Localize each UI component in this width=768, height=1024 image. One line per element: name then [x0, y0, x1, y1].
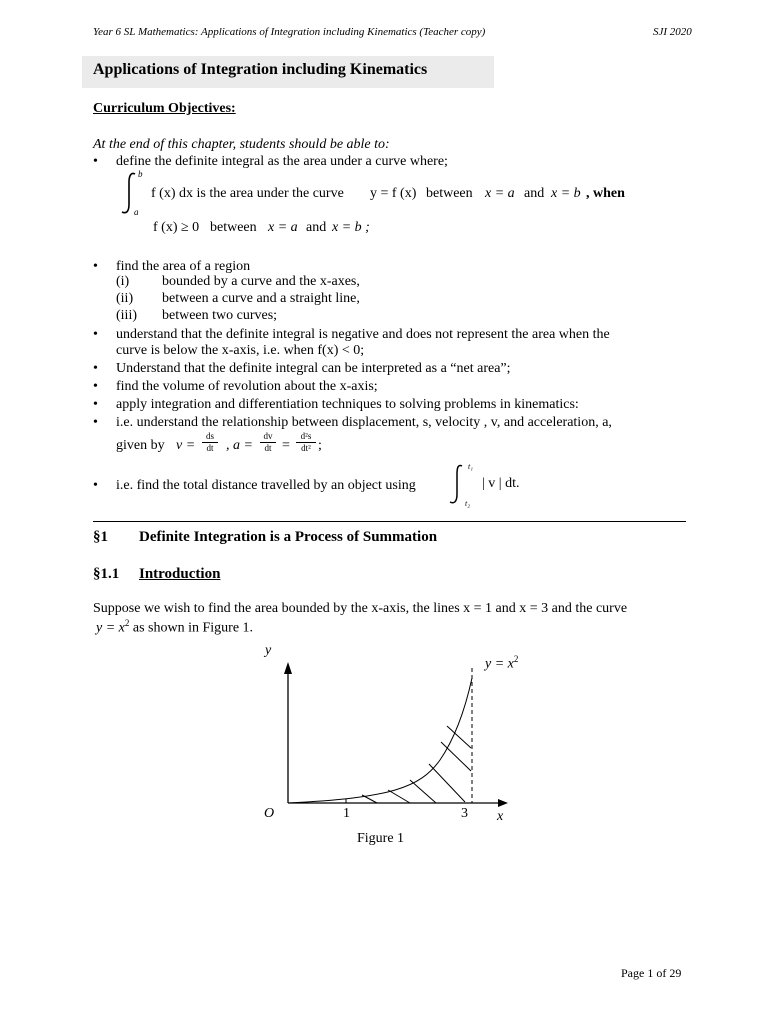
definition-when: , when — [586, 186, 625, 201]
y-axis-arrow-icon — [284, 662, 292, 674]
bullet-icon: • — [93, 361, 98, 376]
sub-item-number: (i) — [116, 274, 130, 289]
condition-nonnegative: f (x) ≥ 0 — [153, 220, 200, 235]
bullet-icon: • — [93, 478, 98, 493]
sub-item-number: (ii) — [116, 291, 134, 306]
velocity-equals: v = — [176, 438, 196, 453]
bullet-negative-integral-cont: curve is below the x-axis, i.e. when f(x) < 0; — [116, 343, 365, 358]
x-axis-label: x — [497, 809, 504, 824]
definition-curve: y = f (x) — [370, 186, 417, 201]
paragraph-line-1: Suppose we wish to find the area bounded by the x-axis, the lines x = 1 and x = 3 and the curve — [93, 601, 628, 616]
definition-and: and — [524, 186, 545, 201]
figure-caption: Figure 1 — [357, 831, 405, 846]
header-code: SJI 2020 — [653, 26, 692, 38]
figure-1-graph — [250, 640, 520, 830]
section-divider — [93, 521, 686, 522]
bullet-icon: • — [93, 415, 98, 430]
objectives-intro: At the end of this chapter, students should be able to: — [93, 137, 390, 152]
paragraph-line-2: $y = x^2$ as shown in Figure 1. — [96, 618, 254, 636]
integrand-speed: | v | dt. — [482, 476, 520, 491]
sub-item-text: between two curves; — [162, 308, 278, 323]
fraction-d2s-dt2: d²s dt² — [296, 431, 316, 454]
fraction-ds-dt: ds dt — [202, 431, 218, 454]
acceleration-equals: , a = — [226, 438, 253, 453]
condition-x-a: x = a — [268, 220, 298, 235]
page-number: Page 1 of 29 — [621, 966, 682, 980]
subsection-number: §1.1 — [93, 566, 120, 582]
condition-and: and — [306, 220, 327, 235]
definition-between: between — [426, 186, 473, 201]
x-axis-arrow-icon — [498, 799, 508, 807]
sub-item-number: (iii) — [116, 308, 137, 323]
equals-sign: = — [282, 438, 290, 453]
parabola-curve — [288, 678, 472, 803]
y-axis-label: y — [265, 643, 272, 658]
sub-item-text: between a curve and a straight line, — [162, 291, 360, 306]
integral-upper-limit: b — [138, 169, 143, 179]
condition-x-b: x = b ; — [332, 220, 370, 235]
integral-upper-limit: t₁ — [468, 462, 474, 471]
curve-label: $y = x^2$ — [485, 654, 519, 672]
semicolon: ; — [318, 438, 322, 453]
bullet-icon: • — [93, 327, 98, 342]
definition-x-a: x = a — [485, 186, 515, 201]
section-title: Definite Integration is a Process of Summation — [139, 529, 438, 545]
definition-integrand: f (x) dx is the area under the curve — [151, 186, 344, 201]
section-number: §1 — [93, 529, 108, 545]
integral-lower-limit: a — [134, 207, 139, 217]
bullet-icon: • — [93, 397, 98, 412]
page-title: Applications of Integration including Kinematics — [93, 61, 428, 78]
integral-lower-limit: t₂ — [465, 499, 471, 508]
bullet-icon: • — [93, 154, 98, 169]
header-title: Year 6 SL Mathematics: Applications of Integration including Kinematics (Teacher copy) — [93, 26, 486, 38]
subsection-title: Introduction — [139, 566, 221, 582]
origin-label: O — [264, 806, 275, 821]
definition-x-b: x = b — [551, 186, 581, 201]
sub-item-text: bounded by a curve and the x-axes, — [162, 274, 360, 289]
tick-label-3: 3 — [461, 806, 468, 821]
bullet-icon: • — [93, 259, 98, 274]
bullet-icon: • — [93, 379, 98, 394]
objectives-heading: Curriculum Objectives: — [93, 101, 236, 116]
given-by-text: given by — [116, 438, 165, 453]
shaded-area-hatching — [362, 726, 471, 803]
fraction-dv-dt: dv dt — [260, 431, 276, 454]
condition-between: between — [210, 220, 257, 235]
tick-label-1: 1 — [343, 806, 350, 821]
